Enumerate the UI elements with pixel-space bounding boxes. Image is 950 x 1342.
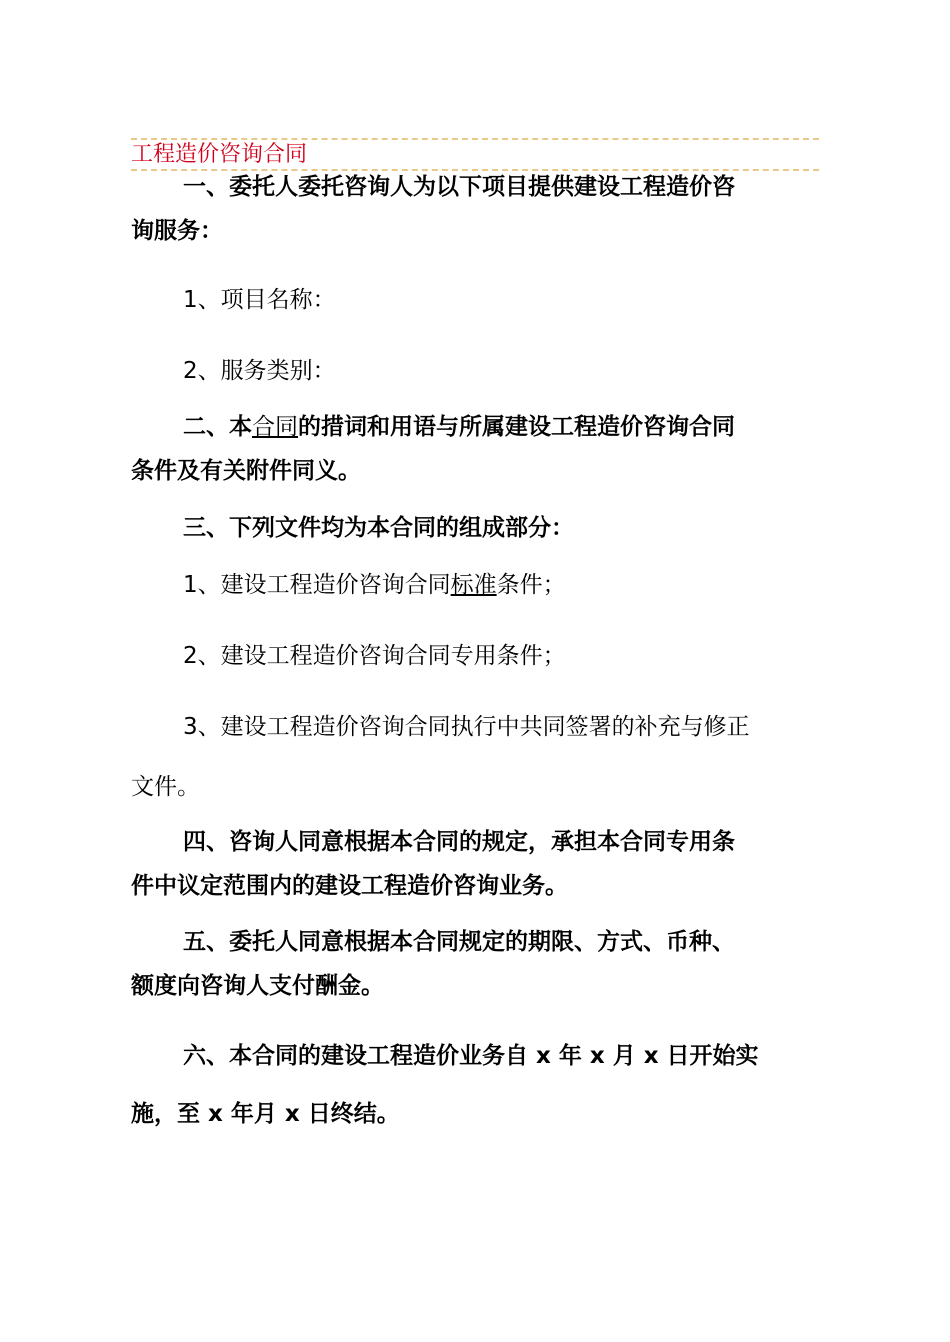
- document-item-1-prefix: 1、建设工程造价咨询合同: [183, 572, 451, 598]
- document-item-3-line-1: 3、建设工程造价咨询合同执行中共同签署的补充与修正: [183, 714, 750, 740]
- document-item-2-line: 2、建设工程造价咨询合同专用条件；: [183, 643, 566, 669]
- clause-1: [131, 170, 821, 250]
- clause-5-line-1: 五、委托人同意根据本合同规定的期限、方式、币种、: [183, 929, 735, 955]
- title-block: [131, 138, 819, 172]
- document-item-3-line-2: 文件。: [131, 774, 200, 800]
- clause-2-line-2: 条件及有关附件同义。: [131, 458, 361, 484]
- clause-6: [131, 1039, 821, 1135]
- document-item-1-line: [183, 568, 566, 602]
- clause-1-line-2: 询服务：: [131, 218, 223, 244]
- clause-2: [131, 410, 821, 490]
- clause-1-line-1: 一、委托人委托咨询人为以下项目提供建设工程造价咨: [183, 174, 735, 200]
- clause-5: [131, 925, 821, 1005]
- service-type-label: 2、服务类别：: [183, 358, 336, 384]
- clause-4-line-1: 四、咨询人同意根据本合同的规定，承担本合同专用条: [183, 829, 735, 855]
- document-item-3: [131, 710, 821, 806]
- clause-6-line-1: 六、本合同的建设工程造价业务自 x 年 x 月 x 日开始实: [183, 1043, 759, 1069]
- clause-4: [131, 825, 821, 905]
- project-name-label: 1、项目名称：: [183, 287, 336, 313]
- document-title: 工程造价咨询合同: [131, 142, 308, 167]
- clause-3-line-1: 三、下列文件均为本合同的组成部分：: [183, 515, 574, 541]
- contract-link[interactable]: 合同: [252, 414, 298, 440]
- clause-5-line-2: 额度向咨询人支付酬金。: [131, 973, 384, 999]
- title-rule-top: [131, 138, 819, 140]
- clause-2-suffix: 的措词和用语与所属建设工程造价咨询合同: [298, 414, 735, 440]
- document-item-1-suffix: 条件；: [496, 572, 566, 598]
- clause-4-line-2: 件中议定范围内的建设工程造价咨询业务。: [131, 873, 568, 899]
- standard-link[interactable]: 标准: [450, 572, 497, 598]
- clause-6-line-2: 施，至 x 年月 x 日终结。: [131, 1101, 400, 1127]
- clause-2-prefix: 二、本: [183, 414, 252, 440]
- clause-2-line-1: [183, 410, 735, 444]
